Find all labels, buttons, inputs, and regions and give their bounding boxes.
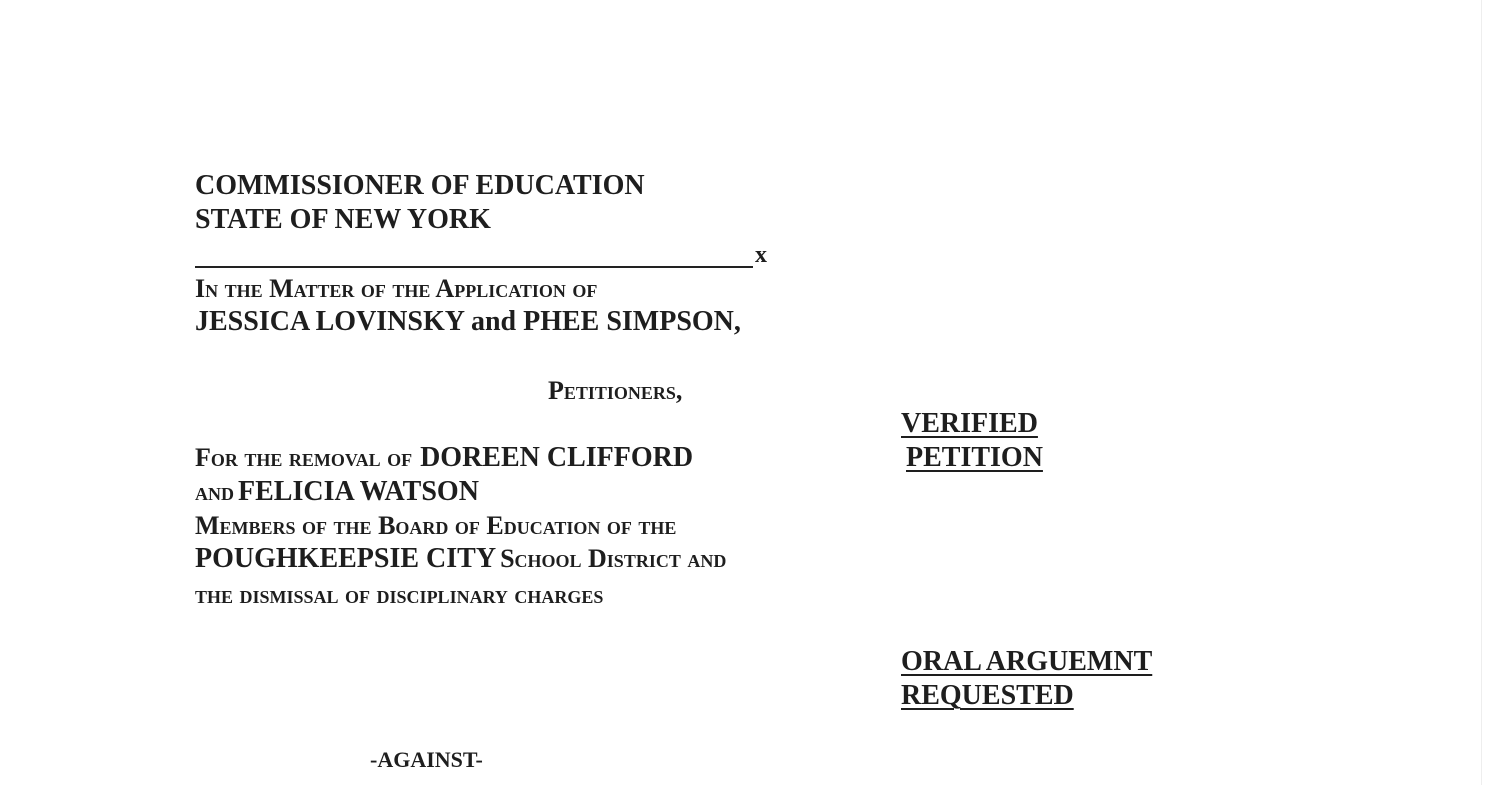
removal-line (195, 444, 693, 472)
court-state: STATE OF NEW YORK (195, 204, 491, 235)
caption-rule (195, 266, 753, 268)
removal-name1: DOREEN CLIFFORD (420, 442, 694, 473)
removal-and: and (195, 477, 234, 506)
oral-argument-line2: REQUESTED (901, 680, 1074, 711)
oral-argument-line1: ORAL ARGUEMNT (901, 646, 1153, 677)
document-title-line2: PETITION (906, 442, 1043, 473)
page-edge (1481, 0, 1482, 785)
against-label: -AGAINST- (370, 747, 483, 772)
petitioners-names: JESSICA LOVINSKY and PHEE SIMPSON, (195, 306, 741, 337)
removal-name2: FELICIA WATSON (238, 476, 479, 507)
court-name: COMMISSIONER OF EDUCATION (195, 170, 645, 201)
district-name: POUGHKEEPSIE CITY (195, 543, 497, 574)
district-suffix: School District and (500, 544, 727, 573)
petitioners-label: Petitioners, (548, 376, 683, 405)
members-line: Members of the Board of Education of the (195, 511, 677, 540)
document-title-line1: VERIFIED (901, 408, 1038, 439)
removal-line-2 (195, 478, 479, 506)
removal-prefix: For the removal of (195, 443, 413, 472)
district-line (195, 545, 726, 573)
matter-line: In the Matter of the Application of (195, 274, 598, 303)
dismissal-line: the dismissal of disciplinary charges (195, 580, 604, 609)
caption-rule-mark: x (755, 242, 767, 268)
